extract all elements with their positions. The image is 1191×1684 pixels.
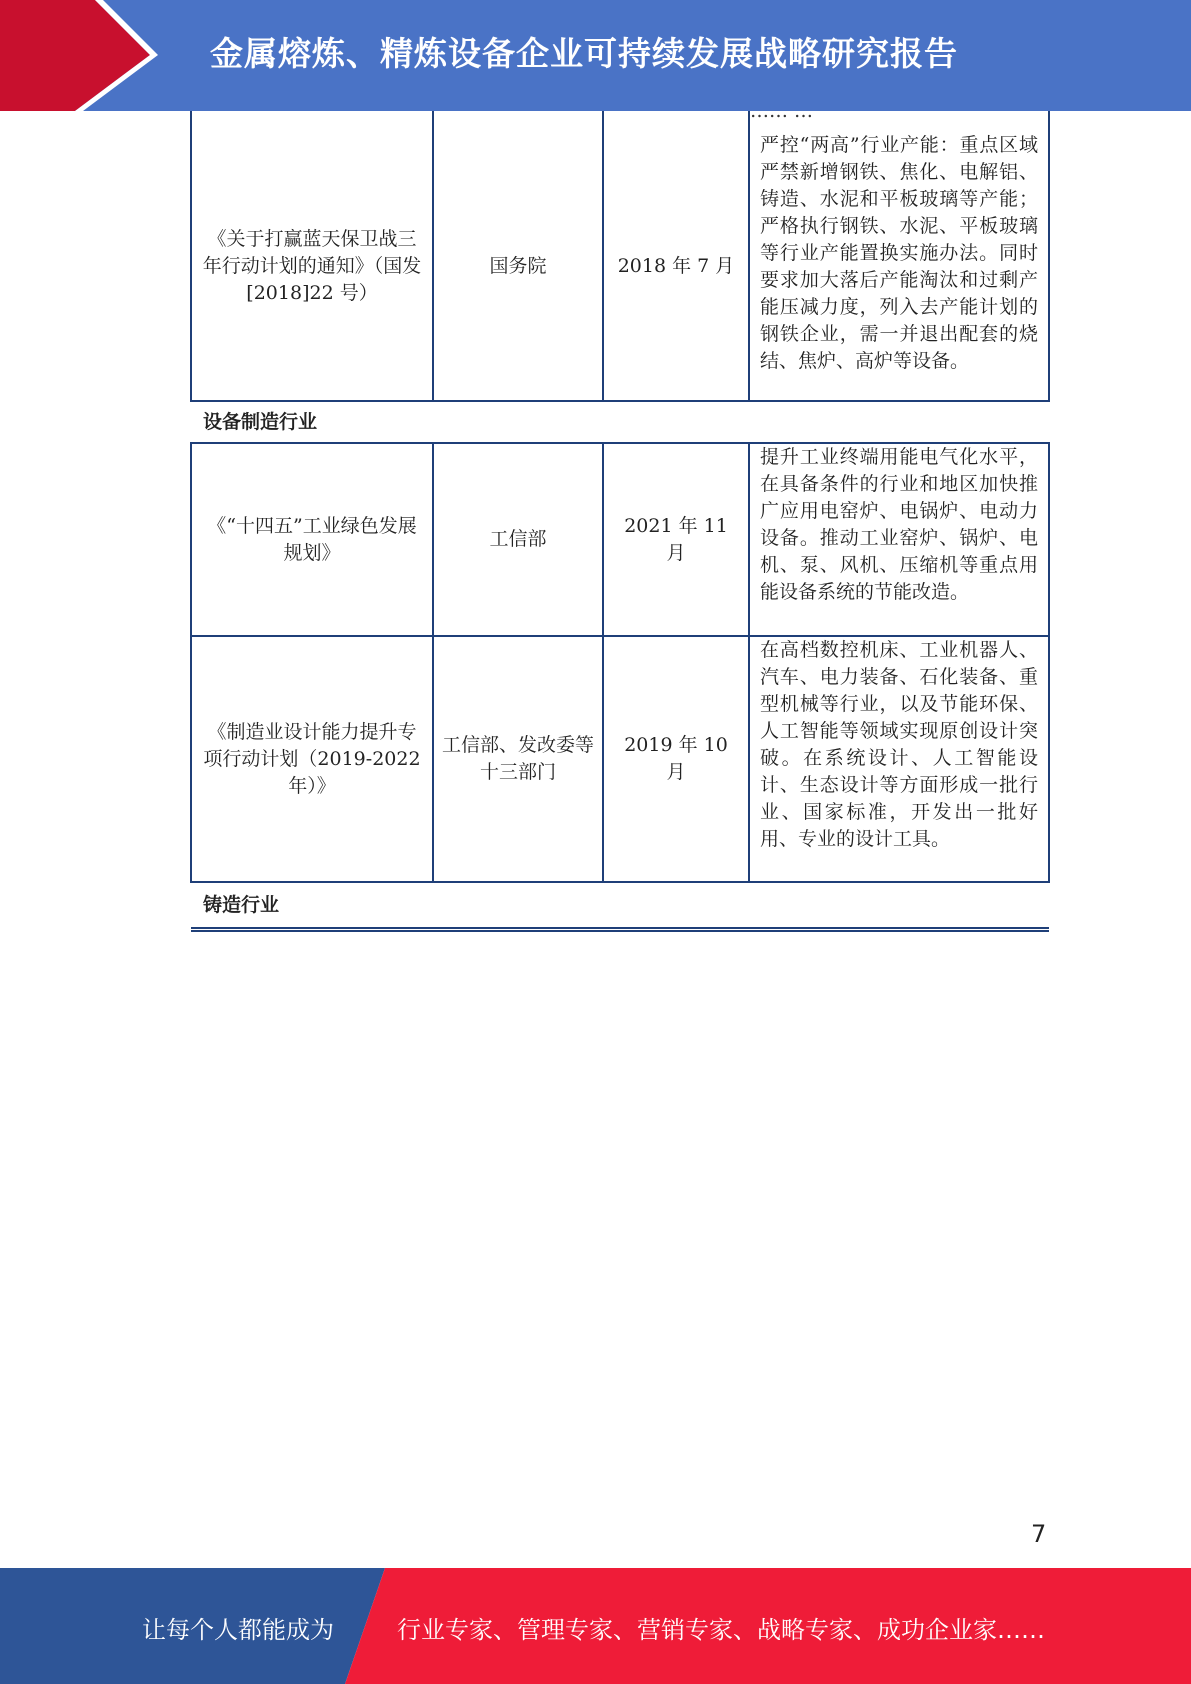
policy-content: 在高档数控机床、工业机器人、汽车、电力装备、石化装备、重型机械等行业，以及节能环保、人工智能等领域实现原创设计突破。在系统设计、人工智能设计、生态设计等方面形成一批行业、国家标准，开发出一批好用、专业的设计工具。 — [760, 639, 1038, 850]
section-label: 设备制造行业 — [191, 401, 1049, 443]
policy-date: 2019 年 10 月 — [603, 636, 749, 882]
table-row — [191, 636, 1049, 882]
footer-slogan-right: 行业专家、管理专家、营销专家、战略专家、成功企业家…… — [397, 1616, 1045, 1644]
table-row-cut — [191, 111, 1049, 132]
table-row — [191, 443, 1049, 636]
section-row — [191, 401, 1049, 443]
policy-content: 提升工业终端用能电气化水平，在具备条件的行业和地区加快推广应用电窑炉、电锅炉、电动力设备。推动工业窑炉、锅炉、电机、泵、风机、压缩机等重点用能设备系统的节能改造。 — [760, 446, 1038, 603]
policy-name: 《关于打赢蓝天保卫战三年行动计划的通知》（国发[2018]22 号） — [191, 132, 433, 401]
policy-issuer: 工信部、发改委等十三部门 — [433, 636, 603, 882]
policy-name: 《制造业设计能力提升专项行动计划（2019-2022 年）》 — [191, 636, 433, 882]
footer-slogan-left: 让每个人都能成为 — [142, 1616, 334, 1644]
policy-issuer: 国务院 — [433, 132, 603, 401]
page-header — [0, 0, 1191, 122]
page-number: 7 — [1031, 1520, 1047, 1548]
policy-name: 《“十四五”工业绿色发展规划》 — [191, 443, 433, 636]
policy-table — [190, 100, 1048, 932]
section-label: 铸造行业 — [191, 882, 1049, 930]
policy-content: 严控“两高”行业产能：重点区域严禁新增钢铁、焦化、电解铝、铸造、水泥和平板玻璃等产能；严格执行钢铁、水泥、平板玻璃等行业产能置换实施办法。同时要求加大落后产能淘汰和过剩产能压减力度，列入去产能计划的钢铁企业，需一并退出配套的烧结、焦炉、高炉等设备。 — [760, 134, 1038, 372]
table-row — [191, 132, 1049, 401]
policy-issuer: 工信部 — [433, 443, 603, 636]
section-row — [191, 882, 1049, 930]
policy-date: 2021 年 11 月 — [603, 443, 749, 636]
chevron-icon — [0, 0, 160, 111]
cut-text: …… … — [750, 100, 814, 122]
page-footer — [0, 1568, 1191, 1684]
policy-date: 2018 年 7 月 — [603, 132, 749, 401]
report-title: 金属熔炼、精炼设备企业可持续发展战略研究报告 — [210, 34, 958, 73]
